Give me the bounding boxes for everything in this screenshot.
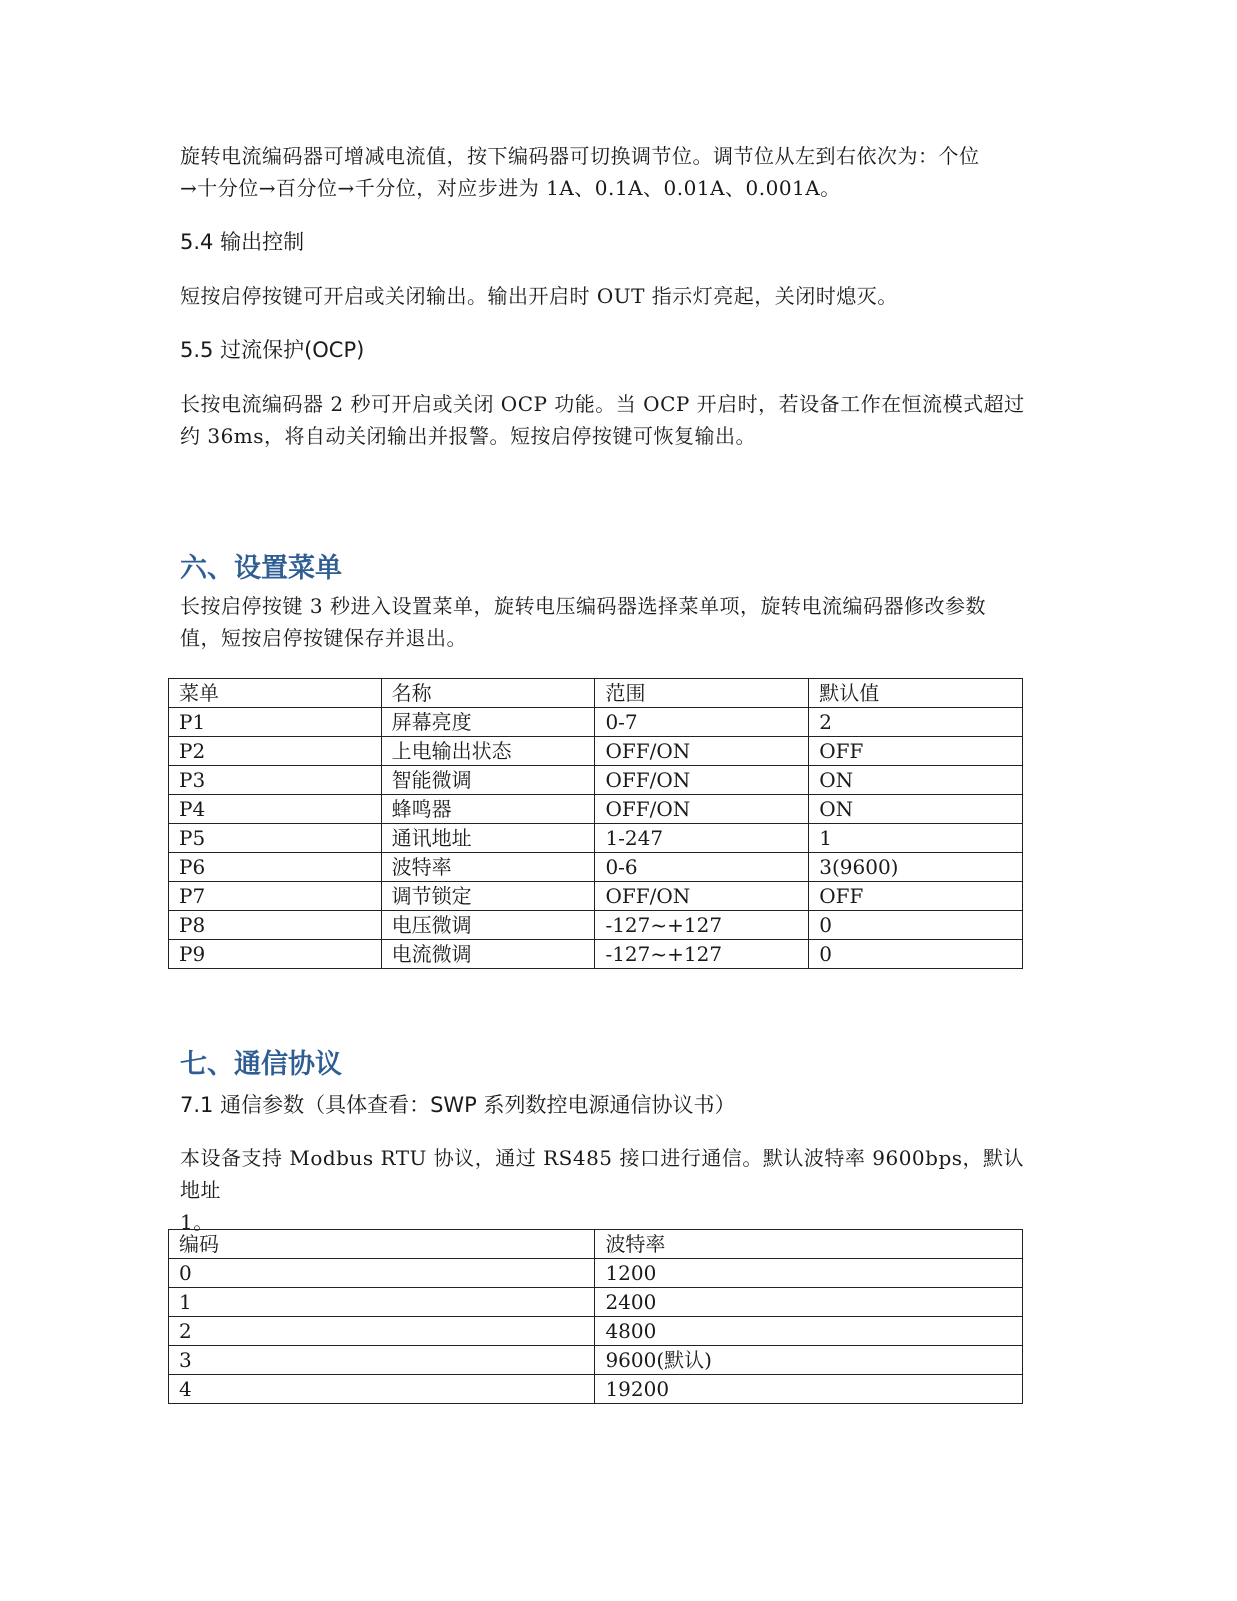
menu-name-cell: 屏幕亮度: [381, 708, 595, 737]
menu-code-cell: P5: [169, 824, 382, 853]
menu-name-cell: 通讯地址: [381, 824, 595, 853]
baud-code-cell: 4: [169, 1375, 595, 1404]
table-row: [169, 1317, 1023, 1346]
communication-paragraph: [180, 1142, 1040, 1238]
menu-name-cell: 智能微调: [381, 766, 595, 795]
section-5-4-title: 5.4 输出控制: [180, 230, 305, 254]
menu-default-cell: 0: [809, 940, 1023, 969]
baud-code-cell: 0: [169, 1259, 595, 1288]
menu-code-cell: P7: [169, 882, 382, 911]
menu-range-cell: 0-7: [595, 708, 809, 737]
table-row: [169, 940, 1023, 969]
menu-default-cell: 3(9600): [809, 853, 1023, 882]
table-row: [169, 1346, 1023, 1375]
baud-rate-cell: 1200: [595, 1259, 1023, 1288]
menu-default-cell: ON: [809, 766, 1023, 795]
table-header-row: [169, 679, 1023, 708]
menu-code-cell: P6: [169, 853, 382, 882]
section-6-heading: 六、设置菜单: [180, 553, 342, 584]
menu-default-cell: 0: [809, 911, 1023, 940]
table-row: [169, 766, 1023, 795]
baud-rate-table: [168, 1229, 1023, 1404]
encoder-paragraph-line-1: 旋转电流编码器可增减电流值，按下编码器可切换调节位。调节位从左到右依次为：个位: [180, 144, 980, 168]
settings-menu-paragraph-line-1: 长按启停按键 3 秒进入设置菜单，旋转电压编码器选择菜单项，旋转电流编码器修改参数: [180, 594, 986, 618]
output-control-paragraph: 短按启停按键可开启或关闭输出。输出开启时 OUT 指示灯亮起，关闭时熄灭。: [180, 284, 898, 308]
menu-default-cell: OFF: [809, 737, 1023, 766]
section-5-5-title: 5.5 过流保护(OCP): [180, 338, 365, 362]
menu-code-cell: P3: [169, 766, 382, 795]
ocp-paragraph-line-2: 约 36ms，将自动关闭输出并报警。短按启停按键可恢复输出。: [180, 424, 757, 448]
menu-name-cell: 上电输出状态: [381, 737, 595, 766]
menu-code-cell: P2: [169, 737, 382, 766]
section-7-heading: 七、通信协议: [180, 1049, 342, 1080]
settings-menu-paragraph-line-2: 值，短按启停按键保存并退出。: [180, 626, 467, 650]
header-cell: 菜单: [169, 679, 382, 708]
table-row: [169, 853, 1023, 882]
menu-code-cell: P9: [169, 940, 382, 969]
section-7-1-title: 7.1 通信参数（具体查看：SWP 系列数控电源通信协议书）: [180, 1093, 736, 1117]
encoder-paragraph-line-2: →十分位→百分位→千分位，对应步进为 1A、0.1A、0.01A、0.001A。: [180, 176, 841, 200]
table-row: [169, 1288, 1023, 1317]
communication-paragraph-line-2: 1。: [180, 1210, 214, 1234]
encoder-paragraph: [180, 140, 1040, 204]
menu-range-cell: OFF/ON: [595, 766, 809, 795]
menu-range-cell: OFF/ON: [595, 737, 809, 766]
communication-paragraph-line-1: 本设备支持 Modbus RTU 协议，通过 RS485 接口进行通信。默认波特率 9600bps，默认地址: [180, 1146, 1025, 1202]
menu-name-cell: 调节锁定: [381, 882, 595, 911]
table-row: [169, 795, 1023, 824]
header-cell: 波特率: [595, 1230, 1023, 1259]
baud-rate-cell: 9600(默认): [595, 1346, 1023, 1375]
menu-name-cell: 波特率: [381, 853, 595, 882]
menu-range-cell: 0-6: [595, 853, 809, 882]
ocp-paragraph: [180, 388, 1040, 452]
header-cell: 名称: [381, 679, 595, 708]
baud-rate-cell: 19200: [595, 1375, 1023, 1404]
baud-rate-cell: 4800: [595, 1317, 1023, 1346]
menu-name-cell: 蜂鸣器: [381, 795, 595, 824]
menu-range-cell: 1-247: [595, 824, 809, 853]
menu-name-cell: 电流微调: [381, 940, 595, 969]
table-row: [169, 911, 1023, 940]
menu-range-cell: OFF/ON: [595, 795, 809, 824]
settings-menu-table: [168, 678, 1023, 969]
table-row: [169, 737, 1023, 766]
menu-default-cell: ON: [809, 795, 1023, 824]
menu-default-cell: OFF: [809, 882, 1023, 911]
header-cell: 范围: [595, 679, 809, 708]
header-cell: 默认值: [809, 679, 1023, 708]
table-row: [169, 824, 1023, 853]
table-row: [169, 882, 1023, 911]
menu-range-cell: -127~+127: [595, 911, 809, 940]
menu-code-cell: P4: [169, 795, 382, 824]
settings-menu-paragraph: [180, 590, 1040, 654]
menu-name-cell: 电压微调: [381, 911, 595, 940]
baud-rate-cell: 2400: [595, 1288, 1023, 1317]
menu-code-cell: P1: [169, 708, 382, 737]
ocp-paragraph-line-1: 长按电流编码器 2 秒可开启或关闭 OCP 功能。当 OCP 开启时，若设备工作在恒流模式超过: [180, 392, 1025, 416]
menu-range-cell: -127~+127: [595, 940, 809, 969]
table-row: [169, 1259, 1023, 1288]
menu-default-cell: 2: [809, 708, 1023, 737]
baud-code-cell: 1: [169, 1288, 595, 1317]
table-row: [169, 1375, 1023, 1404]
menu-code-cell: P8: [169, 911, 382, 940]
menu-default-cell: 1: [809, 824, 1023, 853]
menu-range-cell: OFF/ON: [595, 882, 809, 911]
header-cell: 编码: [169, 1230, 595, 1259]
table-header-row: [169, 1230, 1023, 1259]
baud-code-cell: 2: [169, 1317, 595, 1346]
table-row: [169, 708, 1023, 737]
baud-code-cell: 3: [169, 1346, 595, 1375]
